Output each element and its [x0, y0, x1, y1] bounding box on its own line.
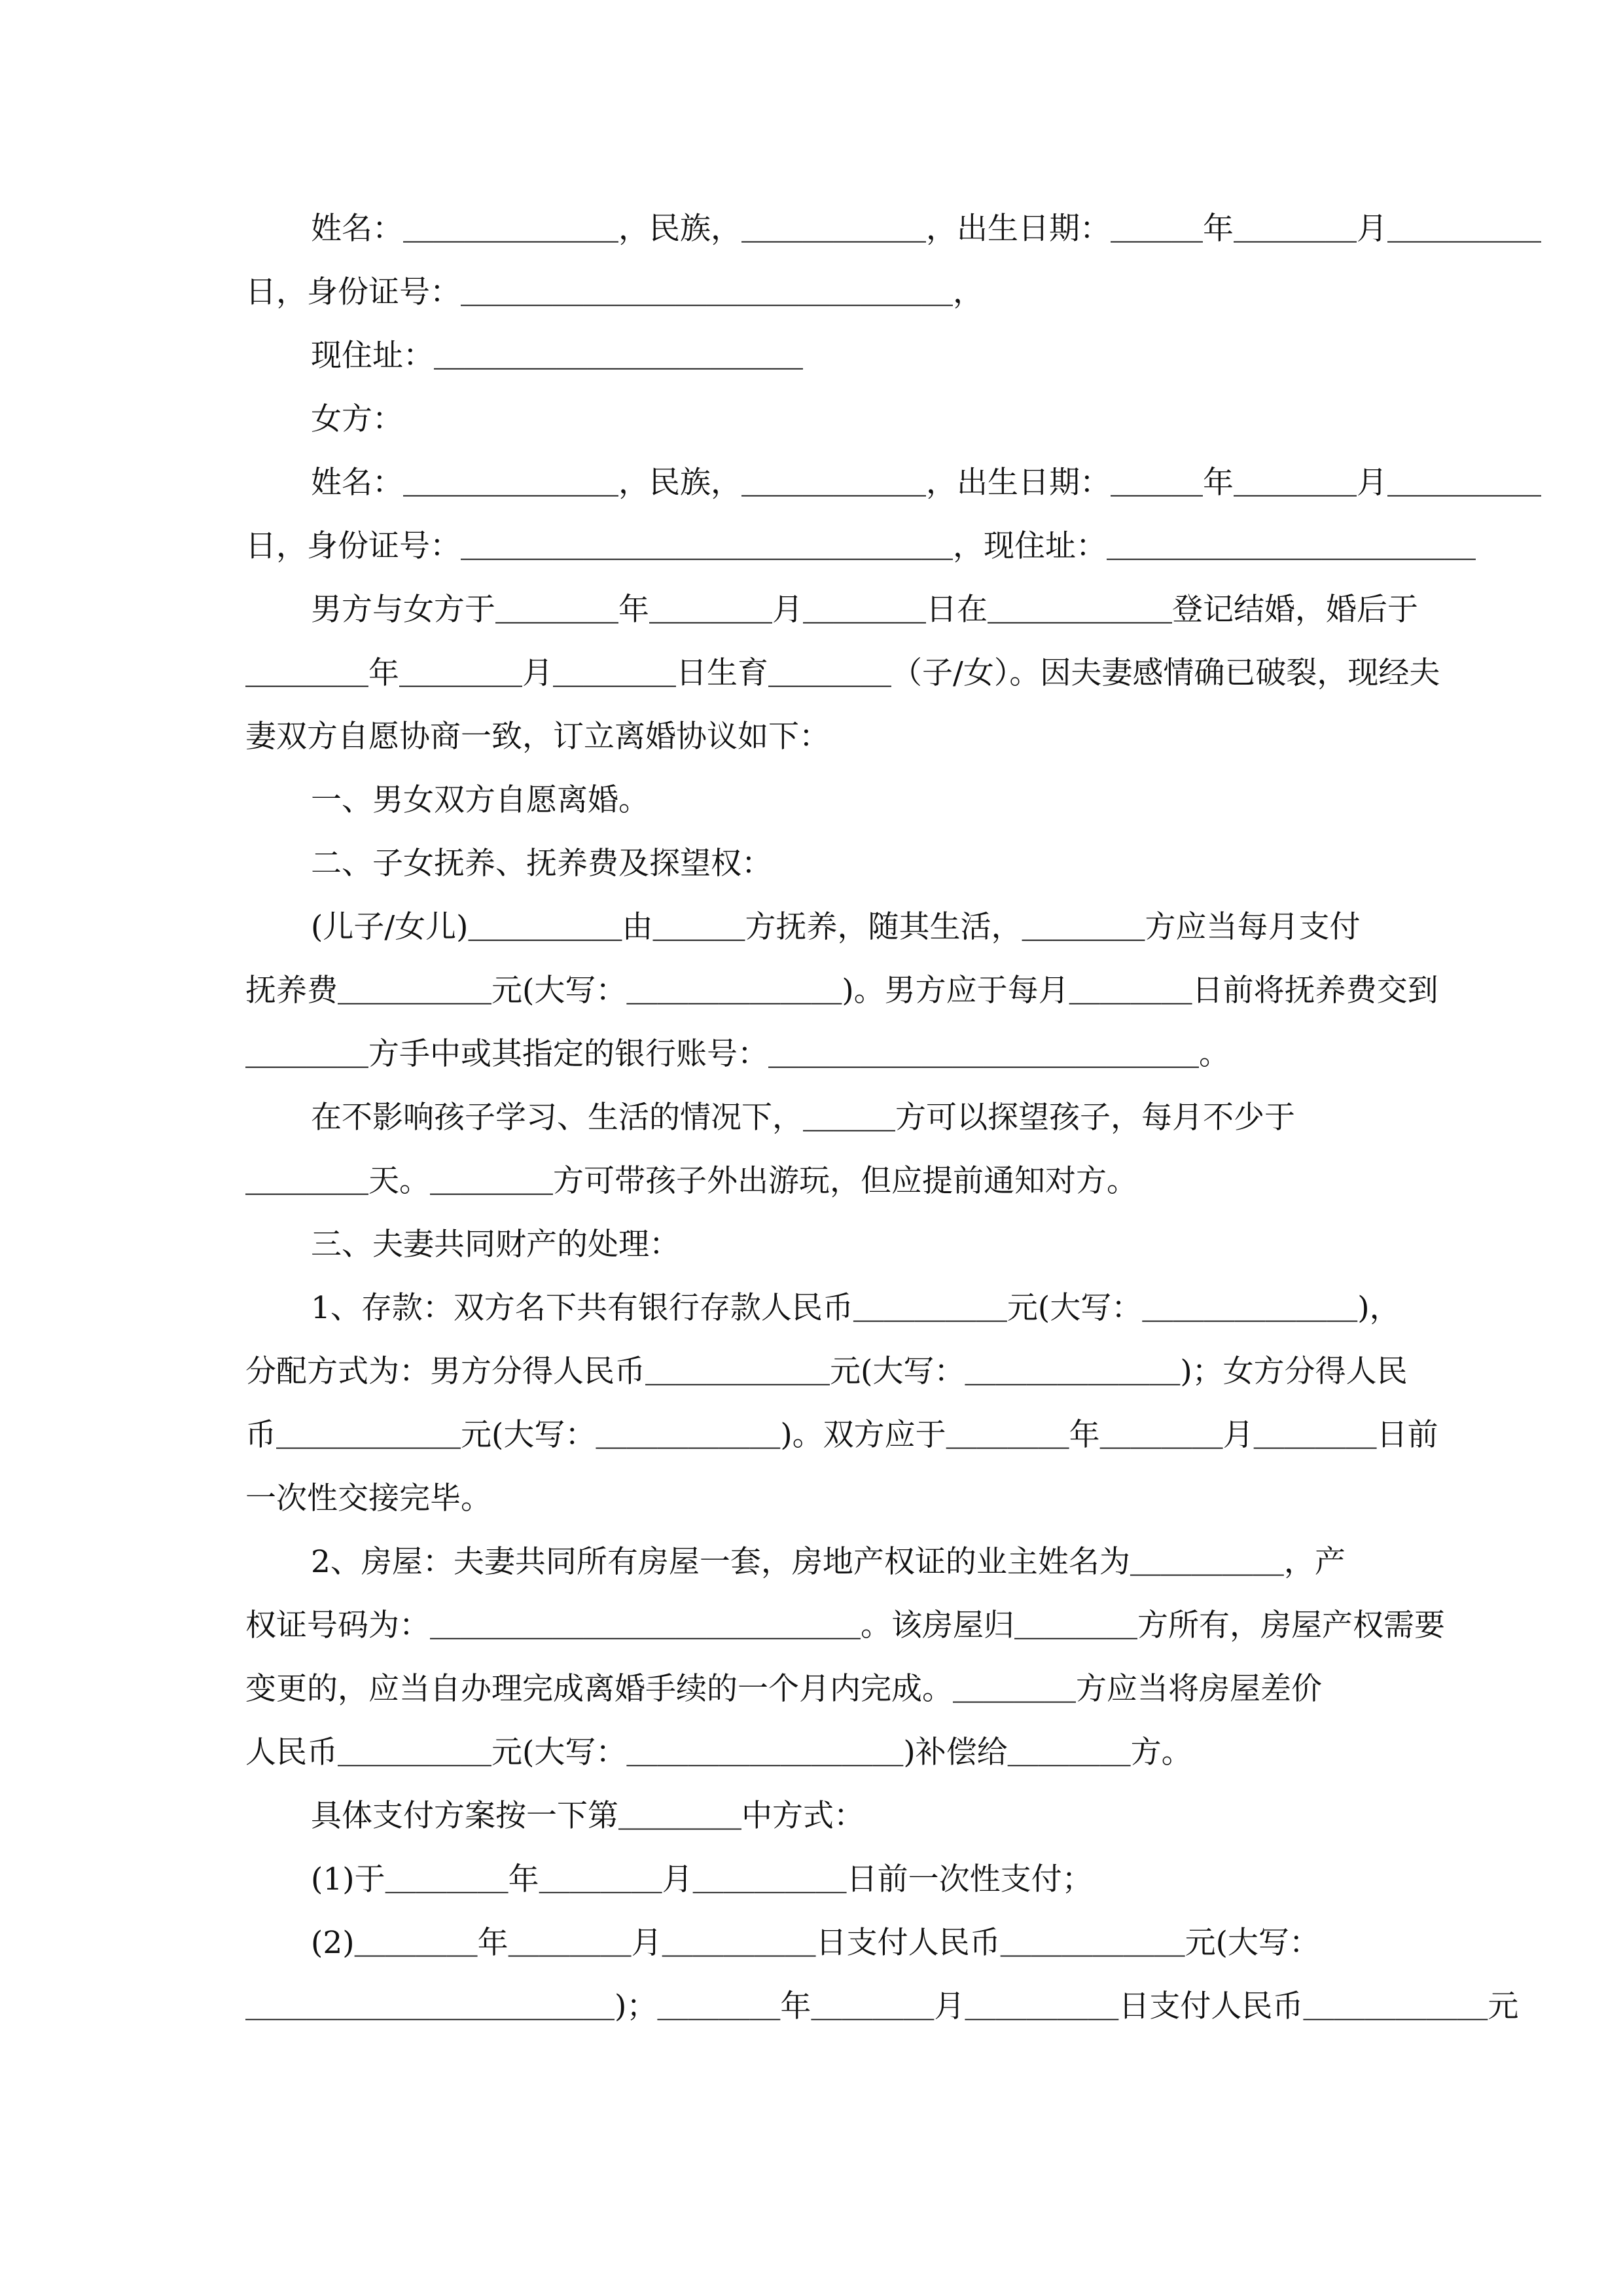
text-line-payment-option-2: (2)＿＿＿＿年＿＿＿＿月＿＿＿＿＿日支付人民币＿＿＿＿＿＿元(大写：: [311, 1925, 1320, 1961]
text-line-deposits: 1、存款：双方名下共有银行存款人民币＿＿＿＿＿元(大写：＿＿＿＿＿＿＿)，: [311, 1290, 1400, 1326]
text-line-wife-name: 姓名：＿＿＿＿＿＿＿，民族，＿＿＿＿＿＿，出生日期：＿＿＿年＿＿＿＿月＿＿＿＿＿: [311, 465, 1541, 501]
text-line-deposit-date: 币＿＿＿＿＿＿元(大写：＿＿＿＿＿＿)。双方应于＿＿＿＿年＿＿＿＿月＿＿＿＿日前: [245, 1417, 1438, 1453]
text-line-agreement-intro: 妻双方自愿协商一致，订立离婚协议如下：: [245, 719, 830, 755]
text-line-husband-name: 姓名：＿＿＿＿＿＿＿，民族，＿＿＿＿＿＿，出生日期：＿＿＿年＿＿＿＿月＿＿＿＿＿: [311, 211, 1541, 247]
section-heading-property: 三、夫妻共同财产的处理：: [311, 1227, 680, 1263]
section-heading-divorce: 一、男女双方自愿离婚。: [311, 782, 649, 818]
text-line-wife-id-address: 日，身份证号：＿＿＿＿＿＿＿＿＿＿＿＿＿＿＿＿，现住址：＿＿＿＿＿＿＿＿＿＿＿＿: [245, 528, 1476, 564]
text-line-house-certificate: 权证号码为：＿＿＿＿＿＿＿＿＿＿＿＿＿＿。该房屋归＿＿＿＿方所有，房屋产权需要: [245, 1607, 1445, 1643]
text-line-payment-plan: 具体支付方案按一下第＿＿＿＿中方式：: [311, 1798, 865, 1834]
section-heading-child-support: 二、子女抚养、抚养费及探望权：: [311, 846, 772, 882]
text-line-support-amount: 抚养费＿＿＿＿＿元(大写：＿＿＿＿＿＿＿)。男方应于每月＿＿＿＿日前将抚养费交到: [245, 973, 1438, 1009]
text-line-custody: (儿子/女儿)＿＿＿＿＿由＿＿＿方抚养，随其生活，＿＿＿＿方应当每月支付: [311, 909, 1361, 945]
text-line-bank-account: ＿＿＿＿方手中或其指定的银行账号：＿＿＿＿＿＿＿＿＿＿＿＿＿＿。: [245, 1036, 1230, 1072]
text-line-house: 2、房屋：夫妻共同所有房屋一套，房地产权证的业主姓名为＿＿＿＿＿，产: [311, 1544, 1346, 1580]
text-line-visitation-days: ＿＿＿＿天。＿＿＿＿方可带孩子外出游玩，但应提前通知对方。: [245, 1163, 1137, 1199]
text-line-wife-heading: 女方：: [311, 401, 403, 437]
text-line-payment-option-1: (1)于＿＿＿＿年＿＿＿＿月＿＿＿＿＿日前一次性支付；: [311, 1861, 1093, 1897]
text-line-husband-id: 日，身份证号：＿＿＿＿＿＿＿＿＿＿＿＿＿＿＿＿，: [245, 274, 984, 310]
text-line-visitation: 在不影响孩子学习、生活的情况下，＿＿＿方可以探望孩子，每月不少于: [311, 1100, 1295, 1136]
text-line-deposit-complete: 一次性交接完毕。: [245, 1480, 491, 1516]
text-line-marriage-registration: 男方与女方于＿＿＿＿年＿＿＿＿月＿＿＿＿日在＿＿＿＿＿＿登记结婚，婚后于: [311, 592, 1418, 628]
text-line-husband-address: 现住址：＿＿＿＿＿＿＿＿＿＿＿＿: [311, 338, 803, 374]
text-line-house-transfer: 变更的，应当自办理完成离婚手续的一个月内完成。＿＿＿＿方应当将房屋差价: [245, 1671, 1322, 1707]
text-line-child-birth: ＿＿＿＿年＿＿＿＿月＿＿＿＿日生育＿＿＿＿（子/女）。因夫妻感情确已破裂，现经夫: [245, 655, 1440, 691]
text-line-house-compensation: 人民币＿＿＿＿＿元(大写：＿＿＿＿＿＿＿＿＿)补偿给＿＿＿＿方。: [245, 1734, 1192, 1770]
text-line-payment-option-2-cont: ＿＿＿＿＿＿＿＿＿＿＿＿)；＿＿＿＿年＿＿＿＿月＿＿＿＿＿日支付人民币＿＿＿＿＿＿元: [245, 1988, 1519, 2024]
text-line-deposit-split: 分配方式为：男方分得人民币＿＿＿＿＿＿元(大写：＿＿＿＿＿＿＿)；女方分得人民: [245, 1354, 1408, 1390]
